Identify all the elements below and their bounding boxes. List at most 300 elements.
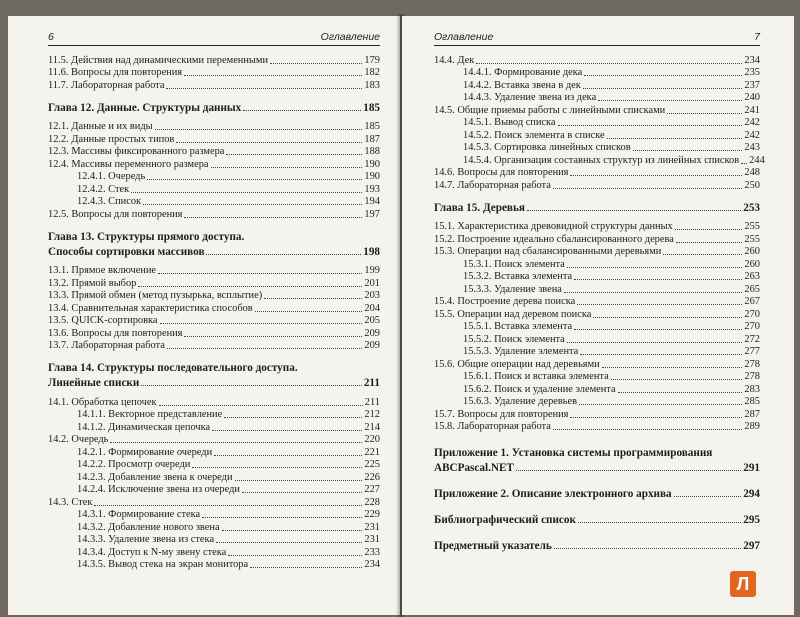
toc-entry [48,471,380,484]
toc-chapter-entry [434,199,760,214]
dot-leader [159,405,363,406]
toc-page-number: 182 [364,67,380,78]
toc-page-number: 204 [364,302,380,314]
toc-entry [434,167,760,180]
dot-leader [147,179,362,180]
toc-spacer [48,221,380,228]
toc-chapter-entry [48,374,380,389]
toc-entry-title: 15.3.2. Вставка элемента [463,271,573,282]
toc-entry-title: 14.5.4. Организация составных структур из линейных списков [463,154,740,166]
toc-entry-title: 14.4.2. Вставка звена в дек [463,79,581,91]
toc-page-number: 214 [364,421,380,433]
toc-entry-title: 14.4. Дек [434,54,475,66]
toc-entry-title: 12.4.2. Стек [77,183,130,195]
toc-page-number: 243 [744,142,760,153]
toc-entry-title: 15.6.1. Поиск и вставка элемента [463,371,609,382]
toc-entry [434,179,760,192]
toc-page-number: 283 [744,383,760,395]
toc-page-number: 209 [364,340,380,351]
toc-page-number: 225 [364,459,380,470]
dot-leader [158,273,362,274]
toc-page-number: 187 [364,133,380,145]
toc-entry [434,396,760,409]
toc-entry [48,121,380,134]
dot-leader [570,417,742,418]
dot-leader [618,392,743,393]
toc-page-number: 267 [744,296,760,307]
toc-entry-title: Библиографический список [434,514,576,526]
dot-leader [243,110,361,111]
dot-leader [206,254,361,255]
dot-leader [255,311,363,312]
toc-entry-title: 13.7. Лабораторная работа [48,340,165,351]
dot-leader [667,113,742,114]
dot-leader [184,75,362,76]
dot-leader [250,567,362,568]
toc-chapter-entry [434,537,760,552]
toc-entry [48,277,380,290]
toc-entry [48,409,380,422]
toc-page-number: 203 [364,290,380,301]
toc-entry-title: Приложение 2. Описание электронного архива [434,488,672,500]
dot-leader [224,417,362,418]
toc-page-number: 237 [744,79,760,91]
dot-leader [143,204,362,205]
toc-entry-title: 13.3. Прямой обмен (метод пузырька, всплытие) [48,290,263,301]
toc-entry [434,283,760,296]
dot-leader [527,210,741,211]
toc-spacer [434,433,760,444]
toc-entry-title: 14.6. Вопросы для повторения [434,167,569,178]
toc-page-number: 183 [364,79,380,91]
toc-page-number: 227 [364,484,380,495]
page-number: 7 [754,31,760,43]
toc-entry [434,421,760,434]
toc-entry-title: 13.6. Вопросы для повторения [48,327,183,339]
toc-entry-title: 12.1. Данные и их виды [48,121,153,132]
toc-spacer [434,214,760,221]
dot-leader [166,88,362,89]
toc-entry [434,221,760,234]
toc-entry [434,371,760,384]
toc-entry [434,142,760,155]
toc-page-number: 231 [364,534,380,545]
dot-leader [676,242,743,243]
toc-entry [48,196,380,209]
toc-entry [48,509,380,522]
dot-leader [226,154,362,155]
toc-page-number: 212 [364,409,380,420]
toc-entry-title: 12.4.3. Список [77,196,142,207]
toc-page-number: 244 [749,154,765,166]
dot-leader [94,505,362,506]
toc-list-right [434,54,765,552]
toc-page-number: 199 [364,265,380,276]
toc-page-number: 263 [744,271,760,282]
toc-entry-title: 14.2.3. Добавление звена к очереди [77,471,233,483]
toc-entry-title: 12.4.1. Очередь [77,171,146,182]
dot-leader [214,455,362,456]
toc-page-number: 188 [364,146,380,157]
toc-entry [48,171,380,184]
toc-entry-title: 15.1. Характеристика древовидной структуры данных [434,221,673,232]
dot-leader [558,125,743,126]
toc-entry-title: 14.3.1. Формирование стека [77,509,201,520]
toc-page-number: 197 [364,208,380,220]
toc-page-number: 201 [364,277,380,289]
toc-entry-title: Глава 14. Структуры последовательного доступа. [48,362,298,374]
toc-entry-title: 15.5. Операции над деревом поиска [434,308,592,320]
dot-leader [663,254,742,255]
toc-entry-title: 14.5.1. Вывод списка [463,117,556,128]
toc-page-number: 270 [744,321,760,332]
toc-entry [434,54,760,67]
toc-entry [48,79,380,92]
dot-leader [167,348,363,349]
toc-entry-title: 13.5. QUICK-сортировка [48,315,158,326]
toc-entry-title: 14.1. Обработка цепочек [48,396,157,408]
toc-page-number: 291 [743,462,760,474]
toc-page-number: 233 [364,546,380,558]
toc-page-number: 270 [744,308,760,320]
toc-entry-title: 15.5.2. Поиск элемента [463,333,565,345]
right-page [402,16,794,615]
toc-entry [434,321,760,334]
dot-leader [598,100,742,101]
toc-entry [434,358,760,371]
right-page-header [434,29,760,46]
toc-entry [48,290,380,303]
toc-entry-title: 14.2.4. Исключение звена из очереди [77,484,240,495]
toc-entry [48,496,380,509]
toc-spacer [434,526,760,537]
toc-entry-title: Глава 15. Деревья [434,201,525,214]
dot-leader [211,167,363,168]
toc-chapter-entry [48,228,380,243]
toc-entry-title: 15.7. Вопросы для повторения [434,408,569,420]
dot-leader [192,467,362,468]
toc-entry [48,340,380,353]
toc-page-number: 248 [744,167,760,178]
toc-entry-title: 12.2. Данные простых типов [48,133,175,145]
page-number: 6 [48,31,54,43]
dot-leader [674,496,742,497]
toc-page-number: 190 [364,171,380,182]
toc-entry [434,246,760,259]
toc-page-number: 260 [744,258,760,270]
toc-entry-title: 14.3.5. Вывод стека на экран монитора [77,559,249,570]
dot-leader [584,75,742,76]
toc-page-number: 229 [364,509,380,520]
toc-entry [434,296,760,309]
toc-entry [48,446,380,459]
toc-entry [434,129,760,142]
toc-entry [434,333,760,346]
toc-page-number: 253 [743,201,760,214]
toc-chapter-entry [434,459,760,474]
dot-leader [675,229,743,230]
toc-page-number: 240 [744,92,760,103]
toc-entry-title: Глава 13. Структуры прямого доступа. [48,230,245,243]
dot-leader [176,142,362,143]
toc-entry-title: 15.5.1. Вставка элемента [463,321,573,332]
dot-leader [184,336,362,337]
toc-entry-title: 14.3.4. Доступ к N-му звену стека [77,546,227,558]
toc-entry-title: 14.1.2. Динамическая цепочка [77,421,211,433]
dot-leader [138,286,362,287]
toc-entry-title: 15.3.1. Поиск элемента [463,258,565,270]
toc-entry [434,271,760,284]
toc-page-number: 235 [744,67,760,78]
toc-page-number: 179 [364,54,380,66]
toc-page-number: 211 [363,377,380,389]
toc-page-number: 277 [744,346,760,357]
toc-entry [48,484,380,497]
dot-leader [516,470,741,471]
toc-entry [434,79,760,92]
dot-leader [564,292,742,293]
toc-entry-title: 15.6.2. Поиск и удаление элемента [463,383,616,395]
toc-entry [48,459,380,472]
toc-entry-title: Приложение 1. Установка системы программирования [434,447,713,459]
toc-entry-title: 14.3.2. Добавление нового звена [77,521,220,533]
toc-entry [48,146,380,159]
toc-entry [434,408,760,421]
toc-entry [48,327,380,340]
toc-entry-title: 14.5. Общие приемы работы с линейными списками [434,104,666,116]
toc-page-number: 242 [744,117,760,128]
dot-leader [476,63,742,64]
toc-page-number: 297 [743,540,760,552]
toc-spacer [48,258,380,265]
toc-entry-title: Способы сортировки массивов [48,245,205,258]
toc-entry [434,308,760,321]
dot-leader [580,354,742,355]
toc-spacer [434,474,760,485]
dot-leader [593,317,742,318]
toc-entry [434,154,765,167]
dot-leader [553,188,743,189]
toc-entry-title: 14.2.1. Формирование очереди [77,446,213,458]
toc-page-number: 226 [364,471,380,483]
dot-leader [222,530,363,531]
toc-entry [48,302,380,315]
dot-leader [553,429,743,430]
dot-leader [578,522,741,523]
toc-entry-title: 15.2. Построение идеально сбалансированного дерева [434,233,674,245]
toc-page-number: 272 [744,333,760,345]
dot-leader [633,150,743,151]
toc-entry [434,104,760,117]
toc-entry [48,54,380,67]
publisher-logo-icon: Л [730,571,756,597]
toc-entry-title: 14.4.3. Удаление звена из дека [463,92,597,103]
dot-leader [264,298,362,299]
toc-entry [48,396,380,409]
dot-leader [131,192,362,193]
toc-spacer [48,114,380,121]
toc-chapter-entry [48,359,380,374]
toc-entry-title: 14.7. Лабораторная работа [434,179,551,191]
dot-leader [602,367,743,368]
toc-entry-title: 11.5. Действия над динамическими переменными [48,54,269,66]
toc-page-number: 193 [364,183,380,195]
toc-page-number: 185 [364,121,380,132]
toc-entry-title: 15.4. Построение дерева поиска [434,296,576,307]
toc-entry [434,346,760,359]
toc-page-number: 250 [744,179,760,191]
toc-entry [48,546,380,559]
dot-leader [574,279,742,280]
dot-leader [184,217,362,218]
toc-entry-title: 15.3. Операции над сбалансированными деревьями [434,246,662,257]
toc-chapter-entry [434,444,760,459]
dot-leader [228,555,362,556]
running-title: Оглавление [434,31,494,43]
toc-list-left [48,54,380,571]
dot-leader [607,138,743,139]
toc-chapter-entry [434,485,760,500]
toc-entry [434,67,760,80]
toc-entry-title: 15.8. Лабораторная работа [434,421,551,432]
toc-entry [434,233,760,246]
toc-page-number: 278 [744,371,760,382]
toc-entry-title: 14.3.3. Удаление звена из стека [77,534,215,545]
dot-leader [216,542,362,543]
dot-leader [577,304,742,305]
dot-leader [242,492,362,493]
running-title: Оглавление [320,31,380,43]
toc-entry [434,117,760,130]
toc-entry [48,559,380,572]
dot-leader [141,385,362,386]
dot-leader [270,63,362,64]
toc-page-number: 265 [744,283,760,295]
toc-entry-title: 15.3.3. Удаление звена [463,283,562,295]
toc-spacer [48,389,380,396]
toc-entry-title: 11.7. Лабораторная работа [48,79,165,91]
toc-page-number: 220 [364,434,380,445]
toc-entry-title: 14.2.2. Просмотр очереди [77,459,191,470]
toc-entry-title: 11.6. Вопросы для повторения [48,67,183,78]
dot-leader [202,517,362,518]
toc-spacer [434,192,760,199]
toc-page-number: 255 [744,221,760,232]
toc-page-number: 289 [744,421,760,432]
dot-leader [567,267,743,268]
toc-entry-title: 15.6.3. Удаление деревьев [463,396,578,407]
toc-entry [48,133,380,146]
toc-entry [48,534,380,547]
toc-entry [434,258,760,271]
toc-entry-title: Глава 12. Данные. Структуры данных [48,101,242,114]
toc-page-number: 241 [744,104,760,116]
toc-entry-title: Линейные списки [48,377,140,389]
toc-entry [48,67,380,80]
toc-page-number: 190 [364,158,380,170]
dot-leader [579,404,742,405]
toc-entry-title: 14.5.2. Поиск элемента в списке [463,129,605,141]
left-page [8,16,400,615]
toc-entry [434,92,760,105]
dot-leader [583,88,743,89]
toc-entry-title: ABCPascal.NET [434,462,514,474]
toc-entry [434,383,760,396]
left-page-header [48,29,380,46]
toc-entry-title: Предметный указатель [434,540,552,552]
toc-page-number: 231 [364,521,380,533]
toc-page-number: 260 [744,246,760,257]
toc-entry [48,315,380,328]
toc-entry [48,208,380,221]
toc-entry-title: 13.4. Сравнительная характеристика способов [48,302,253,314]
toc-entry-title: 14.2. Очередь [48,434,109,445]
toc-page-number: 234 [364,559,380,570]
toc-page-number: 278 [744,358,760,370]
toc-page-number: 205 [364,315,380,326]
toc-entry [48,265,380,278]
toc-entry [48,421,380,434]
toc-entry-title: 14.3. Стек [48,496,93,508]
toc-entry-title: 12.4. Массивы переменного размера [48,158,209,170]
dot-leader [110,442,362,443]
toc-entry [48,521,380,534]
toc-page-number: 285 [744,396,760,407]
toc-page-number: 185 [363,101,380,114]
toc-chapter-entry [48,243,380,258]
dot-leader [567,342,743,343]
toc-entry-title: 13.1. Прямое включение [48,265,157,276]
dot-leader [741,163,747,164]
toc-spacer [434,500,760,511]
toc-page-number: 194 [364,196,380,207]
toc-page-number: 228 [364,496,380,508]
dot-leader [212,430,362,431]
toc-page-number: 209 [364,327,380,339]
dot-leader [235,480,363,481]
toc-entry [48,434,380,447]
toc-chapter-entry [48,99,380,114]
toc-entry-title: 13.2. Прямой выбор [48,277,137,289]
toc-page-number: 198 [363,245,380,258]
dot-leader [570,175,742,176]
toc-chapter-entry [434,511,760,526]
toc-page-number: 294 [743,488,760,500]
dot-leader [554,548,741,549]
toc-page-number: 211 [364,396,380,408]
toc-page-number: 242 [744,129,760,141]
toc-entry-title: 12.5. Вопросы для повторения [48,208,183,220]
toc-entry-title: 14.5.3. Сортировка линейных списков [463,142,631,153]
toc-page-number: 234 [744,54,760,66]
toc-spacer [48,352,380,359]
toc-page-number: 255 [744,233,760,245]
toc-entry [48,183,380,196]
toc-entry-title: 15.5.3. Удаление элемента [463,346,579,357]
toc-entry-title: 14.1.1. Векторное представление [77,409,223,420]
dot-leader [574,329,742,330]
toc-entry-title: 15.6. Общие операции над деревьями [434,358,600,370]
toc-page-number: 295 [743,514,760,526]
toc-page-number: 287 [744,408,760,420]
dot-leader [155,129,363,130]
toc-entry [48,158,380,171]
toc-entry-title: 12.3. Массивы фиксированного размера [48,146,225,157]
dot-leader [160,323,363,324]
toc-spacer [48,92,380,99]
toc-page-number: 221 [364,446,380,458]
dot-leader [611,379,743,380]
